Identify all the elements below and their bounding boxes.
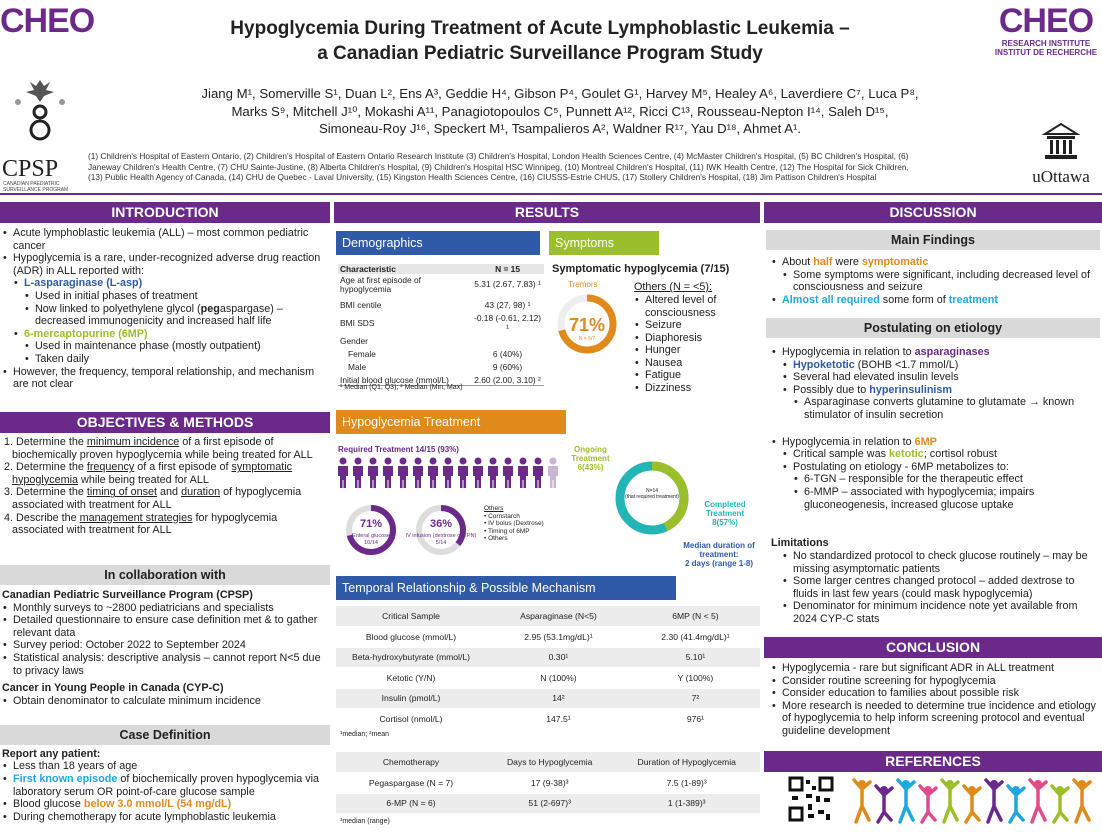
others-heading: Others (N = <5): [634,281,713,293]
donut-center: N=14 (that required treatment) [625,488,679,500]
hypoglycemia-treatment-pill: Hypoglycemia Treatment [336,410,566,434]
completed-treatment-label: Completed Treatment 8(57%) [704,500,746,527]
critical-sample-footnote: ¹median; ²mean [340,731,390,738]
university-building-icon [1041,120,1081,162]
person-icon [398,458,408,489]
median-duration: Median duration of treatment: 2 days (range 1-8) [683,541,755,568]
temporal-relationship-pill: Temporal Relationship & Possible Mechanism [336,576,676,600]
iv-infusion-label: IV infusion (dextrose or TPN) 5/14 [405,533,477,546]
person-icon [368,458,378,489]
child-silhouette-icon [1030,780,1046,822]
limitations-heading: Limitations [771,537,829,549]
required-treatment-label: Required Treatment 14/15 (93%) [338,445,459,454]
affiliations: (1) Children's Hospital of Eastern Ontario, (2) Children's Hospital of Eastern Ontario Research Institute (3) Children's Hospital, London Health Sciences Centre, (4) McMaster Children's Hospital, (5) BC Children's Hospital, (6) Janeway Children's Health Centre, (7) CHU Sainte-Justine, (8) Alberta Children's Hospital, (9) Children's Hospital HSC Winnipeg, (10) Montreal Children's Hospital, (11) IWK Health Centre, (12) The Hospital for Sick Children, (13) Public Health Agency of Canada, (14) CHU de Quebec - Laval University, (15) Kingston Health Sciences Centre, (16) CIUSSS-Estrie CHUS, (17) Stollery Children's Hospital, (18) Jim Pattison Children's Hospital [88,151,909,182]
collaboration-section: Canadian Pediatric Surveillance Program (CPSP) • Monthly surveys to ~2800 pediatricians and specialists • Detailed questionnaire to ensure case definition met & to gather relevant data • Survey period: October 2022 to September 2024 • Statistical analysis: descriptive analysis – cannot report N<5 due to privacy laws Cancer in Young People in Canada (CYP-C) • Obtain denominator to calculate minimum incidence [2,589,328,707]
demographics-pill: Demographics [336,231,540,255]
authors: Jiang M¹, Somerville S¹, Duan L², Ens A³, Geddie H⁴, Gibson P⁴, Goulet G¹, Harvey M⁵, Healey A⁶, Laverdiere C⁷, Luca P⁸, Marks S⁹, Mitchell J¹⁰, Mokashi A¹¹, Panagiotopoulos C⁵, Punnett A¹², Ricci C¹³, Rousseau-Nepton I¹⁴, Saleh D¹⁵, Simoneau-Roy J¹⁶, Speckert M¹, Tsampalieros A², Waldner R¹⁷, Yau D¹⁸, Ahmet A¹. [201,86,919,136]
iv-infusion-percent: 36% [429,518,453,530]
tremors-n: N = 5/7 [578,336,596,342]
person-icon [413,458,423,489]
enteral-glucose-percent: 71% [359,518,383,530]
cpsp-emblem-icon [0,72,75,152]
others-treatment: Others • Cornstarch • IV bolus (Dextrose) • Timing of 6MP • Others [484,505,544,543]
conclusion-list: • Hypoglycemia - rare but significant ADR in ALL treatment • Consider routine screening for hypoglycemia • Consider education to families about possible risk • More research is needed to determine true incidence and etiology of hypoglycemia to help inform screening protocol and eventual guideline development [771,662,1101,738]
symptomatic-title: Symptomatic hypoglycemia (7/15) [552,263,730,275]
enteral-glucose-label: Enteral glucose 10/14 [352,533,390,546]
tremors-percent: 71% [568,315,606,335]
person-icon [443,458,453,489]
person-icon [338,458,348,489]
case-definition-heading: Case Definition [0,725,330,745]
discussion-heading: DISCUSSION [764,202,1102,223]
uottawa-logo: uOttawa [1020,120,1102,187]
children-silhouettes-icon [850,772,1100,830]
enteral-glucose-gauge [344,503,398,557]
child-silhouette-icon [1052,786,1068,822]
tremors-label: Tremors [568,280,598,289]
symptoms-pill: Symptoms [549,231,659,255]
etiology-list: • Hypoglycemia in relation to asparaginases • Hypoketotic (BOHB <1.7 mmol/L) • Several had elevated insulin levels • Possibly due to hyperinsulinism • Asparaginase converts glutamine to glutamate → known stimulator of insulin secretion • Hypoglycemia in relation to 6MP • Critical sample was ketotic; cortisol robust • Postulating on etiology - 6MP metabolizes to: • 6-TGN – responsible for the therapeutic effect • 6-MMP – associated with hypoglycemia; impairs gluconeogenesis, increased glucose uptake [771,346,1101,511]
child-silhouette-icon [876,786,892,822]
cpsp-logo: CPSP CANADIAN PAEDIATRIC SURVEILLANCE PROGRAM [0,72,75,192]
conclusion-heading: CONCLUSION [764,637,1102,658]
objectives-list: 1. Determine the minimum incidence of a first episode of biochemically proven hypoglycemia while being treated for ALL 2. Determine the frequency of a first episode of symptomatic hypoglycemia while being treated for ALL 3. Determine the timing of onset and duration of hypoglycemia associated with treatment for ALL 4. Describe the management strategies for hypoglycemia associated with treatment for ALL [4,436,313,537]
child-silhouette-icon [942,780,958,822]
cheo-logo-left: CHEO [0,2,95,40]
chemotherapy-table: Chemotherapy Days to Hypoglycemia Duration of Hypoglycemia Pegaspargase (N = 7) 17 (9-38)³ 7.5 (1-89)³ 6-MP (N = 6) 51 (2-697)³ 1 (1-389)³ [336,752,760,814]
results-heading: RESULTS [334,202,760,223]
child-silhouette-icon [920,786,936,822]
references-heading: REFERENCES [764,751,1102,772]
child-silhouette-icon [1008,786,1024,822]
cheo-research-logo: CHEO RESEARCH INSTITUTE INSTITUT DE RECHERCHE [994,2,1098,57]
case-definition-section: Report any patient: • Less than 18 years of age • First known episode of biochemically proven hypoglycemia via laboratory serum OR point-of-care glucose sample • Blood glucose below 3.0 mmol/L (54 mg/dL) • During chemotherapy for acute lymphoblastic leukemia [2,748,328,823]
demographics-table: Characteristic N = 15 Age at first episode of hypoglycemia 5.31 (2.67, 7.83) ¹ BMI centile 43 (27, 98) ¹ BMI SDS -0.18 (-0.61, 2.12) ¹ Gender Female 6 (40%) Male 9 (60%) Initial blood glucose (mmol/L) 2.60 (2.00, 3.10) ² [338,264,544,386]
introduction-heading: INTRODUCTION [0,202,330,223]
person-icon [353,458,363,489]
main-findings-heading: Main Findings [766,230,1100,250]
person-icon [383,458,393,489]
person-icon [488,458,498,489]
child-silhouette-icon [1074,780,1090,822]
child-silhouette-icon [964,786,980,822]
child-silhouette-icon [854,780,870,822]
person-icon [503,458,513,489]
demographics-footnote: ¹ Median (Q1, Q3); ² Median (Min, Max) [340,384,463,391]
qr-code-icon[interactable] [788,776,834,822]
others-list: • Altered level of consciousness • Seizure • Diaphoresis • Hunger • Nausea • Fatigue • Dizziness [634,294,734,394]
introduction-list: • Acute lymphoblastic leukemia (ALL) – most common pediatric cancer • Hypoglycemia is a rare, under-recognized adverse drug reaction (ADR) in ALL reported with: • L-asparaginase (L-asp) • Used in initial phases of treatment • Now linked to polyethylene glycol (pegaspargase) – decreased immunogenicity and increased half life • 6-mercaptopurine (6MP) • Used in maintenance phase (mostly outpatient) • Taken daily • However, the frequency, temporal relationship, and mechanism are not clear [2,227,328,391]
person-icon [548,458,558,489]
header-divider [0,193,1102,195]
etiology-heading: Postulating on etiology [766,318,1100,338]
person-icon [458,458,468,489]
person-icon [428,458,438,489]
poster-title: Hypoglycemia During Treatment of Acute Lymphoblastic Leukemia – a Canadian Pediatric Surveillance Program Study [230,18,850,64]
person-icon [533,458,543,489]
limitations-list: • No standardized protocol to check glucose routinely – may be missing asymptomatic patients • Some larger centres changed protocol – added dextrose to fluids in last few years (could mask hypoglycemia) • Denominator for minimum incidence note yet available from 2024 CYP-C stats [771,550,1101,626]
person-icon [473,458,483,489]
iv-infusion-gauge [414,503,468,557]
chemotherapy-footnote: ³median (range) [340,818,390,825]
child-silhouette-icon [898,780,914,822]
critical-sample-table: Critical Sample Asparaginase (N<5) 6MP (N < 5) Blood glucose (mmol/L) 2.95 (53.1mg/dL)¹ 2.30 (41.4mg/dL)¹ Beta-hydroxybutyrate (mmol/L) 0.30¹ 5.10¹ Ketotic (Y/N) N (100%) Y (100%) Insulin (pmol/L) 14² 7² Cortisol (nmol/L) 147.5¹ 976¹ [336,606,760,730]
objectives-heading: OBJECTIVES & METHODS [0,412,330,433]
collaboration-heading: In collaboration with [0,565,330,585]
person-icon [518,458,528,489]
main-findings-list: • About half were symptomatic • Some symptoms were significant, including decreased level of consciousness and seizure • Almost all required some form of treatment [771,256,1101,306]
ongoing-treatment-label: Ongoing Treatment 6(43%) [571,445,610,472]
child-silhouette-icon [986,780,1002,822]
